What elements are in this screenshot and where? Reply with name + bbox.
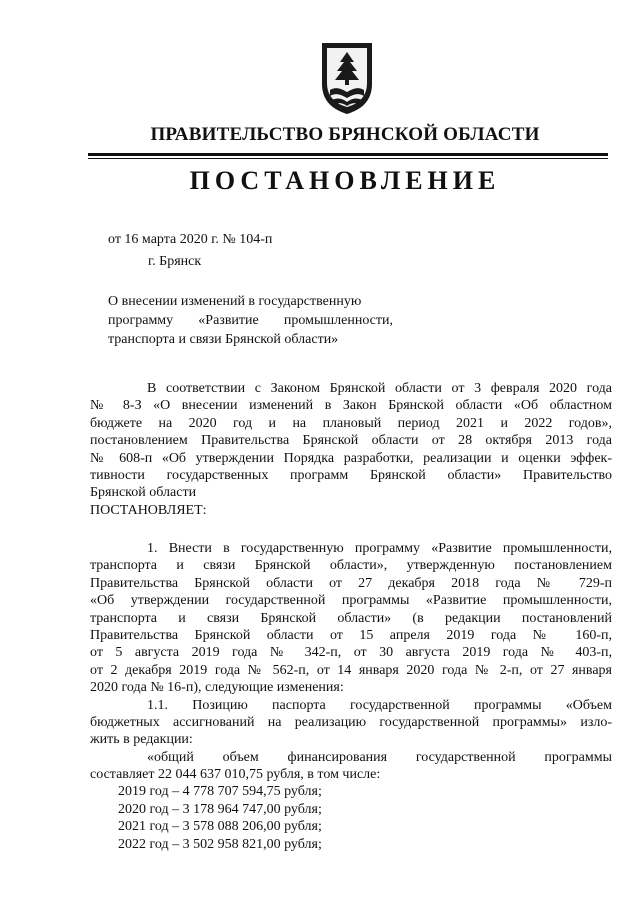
- text-line: тивности государственных программ Брянской области» Правительство: [90, 467, 612, 483]
- city: г. Брянск: [148, 254, 202, 269]
- text-line: № 8-З «О внесении изменений в Закон Брянской области «Об областном: [90, 398, 612, 414]
- text-line: ПОСТАНОВЛЯЕТ:: [90, 502, 207, 518]
- header-rule-thin: [88, 158, 608, 159]
- text-line: постановлением Правительства Брянской области от 28 октября 2013 года: [90, 433, 612, 449]
- text-line: 1. Внести в государственную программу «Развитие промышленности,: [147, 541, 612, 556]
- text-line: В соответствии с Законом Брянской области от 3 февраля 2020 года: [147, 381, 612, 396]
- text-line: жить в редакции:: [90, 732, 193, 748]
- text-line: 2019 год – 4 778 707 594,75 рубля;: [118, 784, 322, 800]
- text-line: транспорта и связи Брянской области» (в редакции постановлений: [90, 610, 612, 626]
- item-1: [90, 540, 612, 853]
- text-line: «общий объем финансирования государственной программы: [147, 749, 612, 765]
- text-line: от 2 декабря 2019 года № 562-п, от 14 января 2020 года № 2-п, от 27 января: [90, 662, 612, 678]
- government-name: ПРАВИТЕЛЬСТВО БРЯНСКОЙ ОБЛАСТИ: [150, 124, 540, 145]
- preamble: [90, 380, 612, 519]
- text-line: Правительства Брянской области от 15 апреля 2019 года № 160-п,: [90, 627, 612, 643]
- text-line: 1.1. Позицию паспорта государственной программы «Объем: [147, 697, 612, 713]
- coat-of-arms-icon: [318, 40, 376, 116]
- text-line: 2021 год – 3 578 088 206,00 рубля;: [118, 819, 322, 835]
- text-line: № 608-п «Об утверждении Порядка разработки, реализации и оценки эффек-: [90, 450, 612, 466]
- subject-line: О внесении изменений в государственную: [108, 294, 362, 309]
- text-line: 2022 год – 3 502 958 821,00 рубля;: [118, 836, 322, 852]
- text-line: «Об утверждении государственной программы «Развитие промышленности,: [90, 593, 612, 609]
- date-number: от 16 марта 2020 г. № 104-п: [108, 232, 273, 247]
- text-line: от 5 августа 2019 года № 342-п, от 30 августа 2019 года № 403-п,: [90, 645, 612, 661]
- text-line: Брянской области: [90, 485, 197, 501]
- text-line: составляет 22 044 637 010,75 рубля, в том числе:: [90, 767, 381, 783]
- document-subject: [108, 292, 393, 349]
- subject-line: транспорта и связи Брянской области»: [108, 332, 339, 347]
- text-line: бюджетных ассигнований на реализацию государственной программы» изло-: [90, 714, 612, 730]
- text-line: бюджете на 2020 год и на плановый период 2021 и 2022 годов»,: [90, 415, 612, 431]
- text-line: транспорта и связи Брянской области», утвержденную постановлением: [90, 558, 612, 574]
- text-line: 2020 года № 16-п), следующие изменения:: [90, 680, 344, 696]
- subject-line: программу «Развитие промышленности,: [108, 313, 393, 328]
- text-line: Правительства Брянской области от 27 декабря 2018 года № 729-п: [90, 575, 612, 591]
- header-rule-thick: [88, 153, 608, 156]
- document-type: ПОСТАНОВЛЕНИЕ: [189, 166, 501, 195]
- text-line: 2020 год – 3 178 964 747,00 рубля;: [118, 801, 322, 817]
